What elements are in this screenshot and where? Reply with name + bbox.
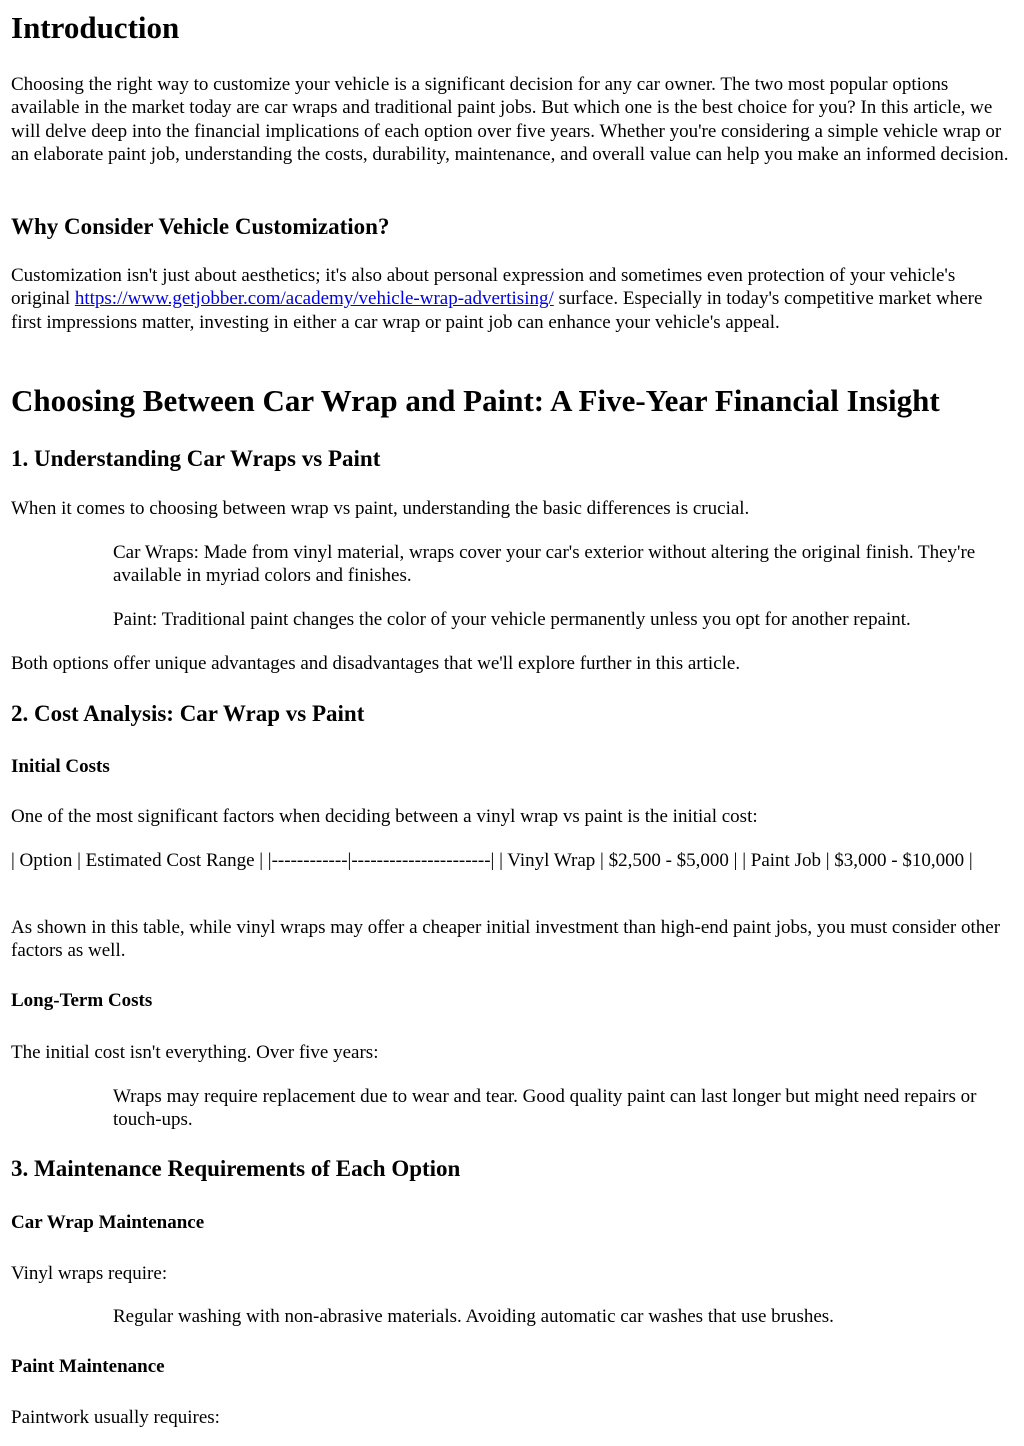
long-term-intro: The initial cost isn't everything. Over five years: (11, 1042, 379, 1063)
why-paragraph (11, 264, 1013, 334)
cost-table-text: | Option | Estimated Cost Range | |------------|----------------------| | Vinyl Wrap | $2,500 - $5,000 | | Paint Job | $3,000 - $10,000 | (11, 850, 973, 871)
main-heading: Choosing Between Car Wrap and Paint: A Five-Year Financial Insight (11, 383, 940, 418)
section1-outro: Both options offer unique advantages and disadvantages that we'll explore further in this article. (11, 653, 741, 674)
initial-costs-intro: One of the most significant factors when deciding between a vinyl wrap vs paint is the initial cost: (11, 806, 758, 827)
why-text-before: Customization isn't just about aesthetics; it's also about personal expression and sometimes even protection of your vehicle's original (11, 265, 956, 310)
intro-heading: Introduction (11, 10, 180, 45)
paint-maintenance-intro: Paintwork usually requires: (11, 1407, 220, 1428)
cost-table-note: As shown in this table, while vinyl wraps may offer a cheaper initial investment than high-end paint jobs, you must consider other factors as well. (11, 917, 1001, 962)
why-text-after: surface. Especially in today's competitive market where first impressions matter, investing in either a car wrap or paint job can enhance your vehicle's appeal. (11, 288, 983, 333)
why-heading: Why Consider Vehicle Customization? (11, 214, 390, 239)
wrap-maintenance-intro: Vinyl wraps require: (11, 1263, 168, 1284)
paint-quote-text: Paint: Traditional paint changes the color of your vehicle permanently unless you opt for another repaint. (113, 609, 911, 630)
section3-heading: 3. Maintenance Requirements of Each Option (11, 1156, 461, 1181)
initial-costs-heading: Initial Costs (11, 756, 110, 777)
paint-quote (113, 608, 1013, 631)
car-wraps-quote (113, 541, 1013, 588)
section2-heading: 2. Cost Analysis: Car Wrap vs Paint (11, 701, 365, 726)
wrap-maintenance-quote-text: Regular washing with non-abrasive materials. Avoiding automatic car washes that use brushes. (113, 1306, 834, 1327)
long-term-costs-heading: Long-Term Costs (11, 990, 153, 1011)
intro-paragraph: Choosing the right way to customize your vehicle is a significant decision for any car owner. The two most popular options available in the market today are car wraps and traditional paint jobs. But which one is the best choice for you? In this article, we will delve deep into the financial implications of each option over five years. Whether you're considering a simple vehicle wrap or an elaborate paint job, understanding the costs, durability, maintenance, and overall value can help you make an informed decision. (11, 74, 1009, 165)
section1-intro: When it comes to choosing between wrap vs paint, understanding the basic differences is crucial. (11, 498, 750, 519)
long-term-quote (113, 1085, 1013, 1132)
paint-maintenance-heading: Paint Maintenance (11, 1356, 165, 1377)
wrap-maintenance-quote (113, 1305, 1013, 1328)
long-term-quote-text: Wraps may require replacement due to wear and tear. Good quality paint can last longer but might need repairs or touch-ups. (113, 1086, 977, 1131)
wrap-maintenance-heading: Car Wrap Maintenance (11, 1212, 205, 1233)
section1-heading: 1. Understanding Car Wraps vs Paint (11, 446, 381, 471)
car-wraps-quote-text: Car Wraps: Made from vinyl material, wraps cover your car's exterior without altering the original finish. They're available in myriad colors and finishes. (113, 542, 976, 587)
vehicle-wrap-advertising-link[interactable]: https://www.getjobber.com/academy/vehicle-wrap-advertising/ (74, 288, 554, 310)
